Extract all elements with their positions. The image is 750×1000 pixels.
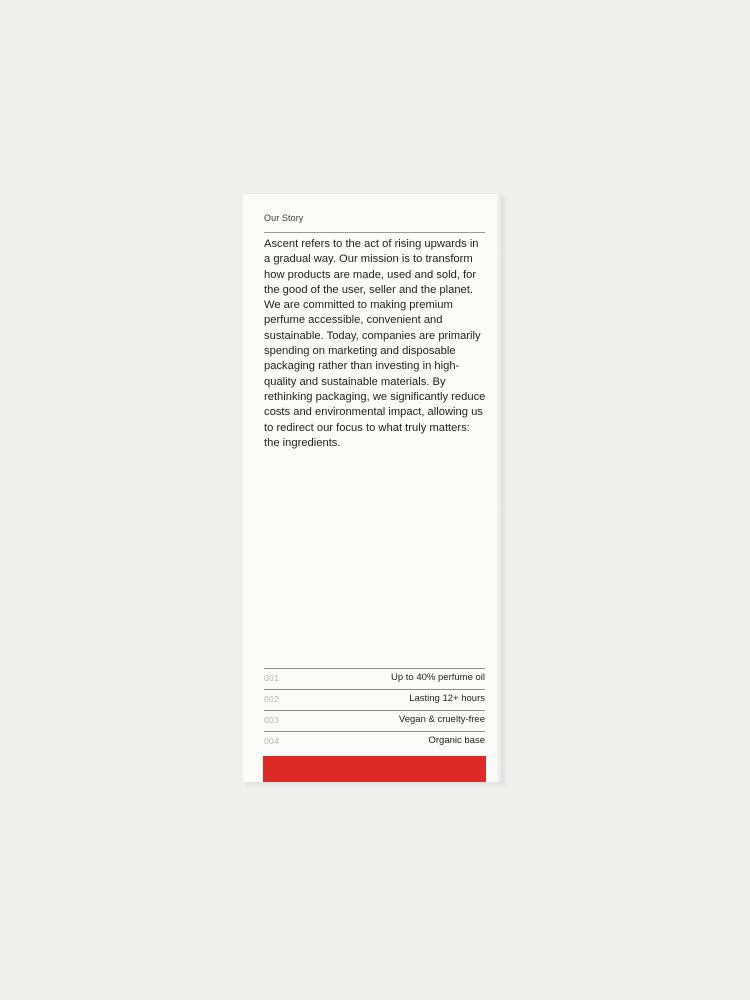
feature-number: 004 <box>264 736 280 746</box>
box-side-edge <box>497 194 501 782</box>
story-paragraph: Ascent refers to the act of rising upwards in a gradual way. Our mission is to transform how products are made, used and sold, for the good of the user, seller and the planet. We are committed to making premium perfume accessible, convenient and sustainable. Today, companies are primarily spending on marketing and disposable packaging rather than investing in high-quality and sustainable materials. By rethinking packaging, we significantly reduce costs and environmental impact, allowing us to redirect our focus to what truly matters: the ingredients. <box>264 238 486 449</box>
perfume-box-panel <box>243 194 502 782</box>
feature-list <box>264 668 485 752</box>
feature-number: 001 <box>264 673 280 683</box>
feature-label: Organic base <box>428 735 485 746</box>
feature-label: Vegan & cruelty-free <box>398 714 485 725</box>
feature-number: 002 <box>264 694 280 704</box>
feature-label: Up to 40% perfume oil <box>391 672 485 683</box>
section-heading: Our Story <box>264 213 304 223</box>
feature-row <box>264 689 485 709</box>
feature-row <box>264 710 485 730</box>
feature-number: 003 <box>264 715 280 725</box>
feature-label: Lasting 12+ hours <box>409 693 485 704</box>
heading-divider <box>264 232 485 233</box>
red-accent-band <box>263 756 486 782</box>
feature-row <box>264 731 485 751</box>
feature-row <box>264 668 485 688</box>
